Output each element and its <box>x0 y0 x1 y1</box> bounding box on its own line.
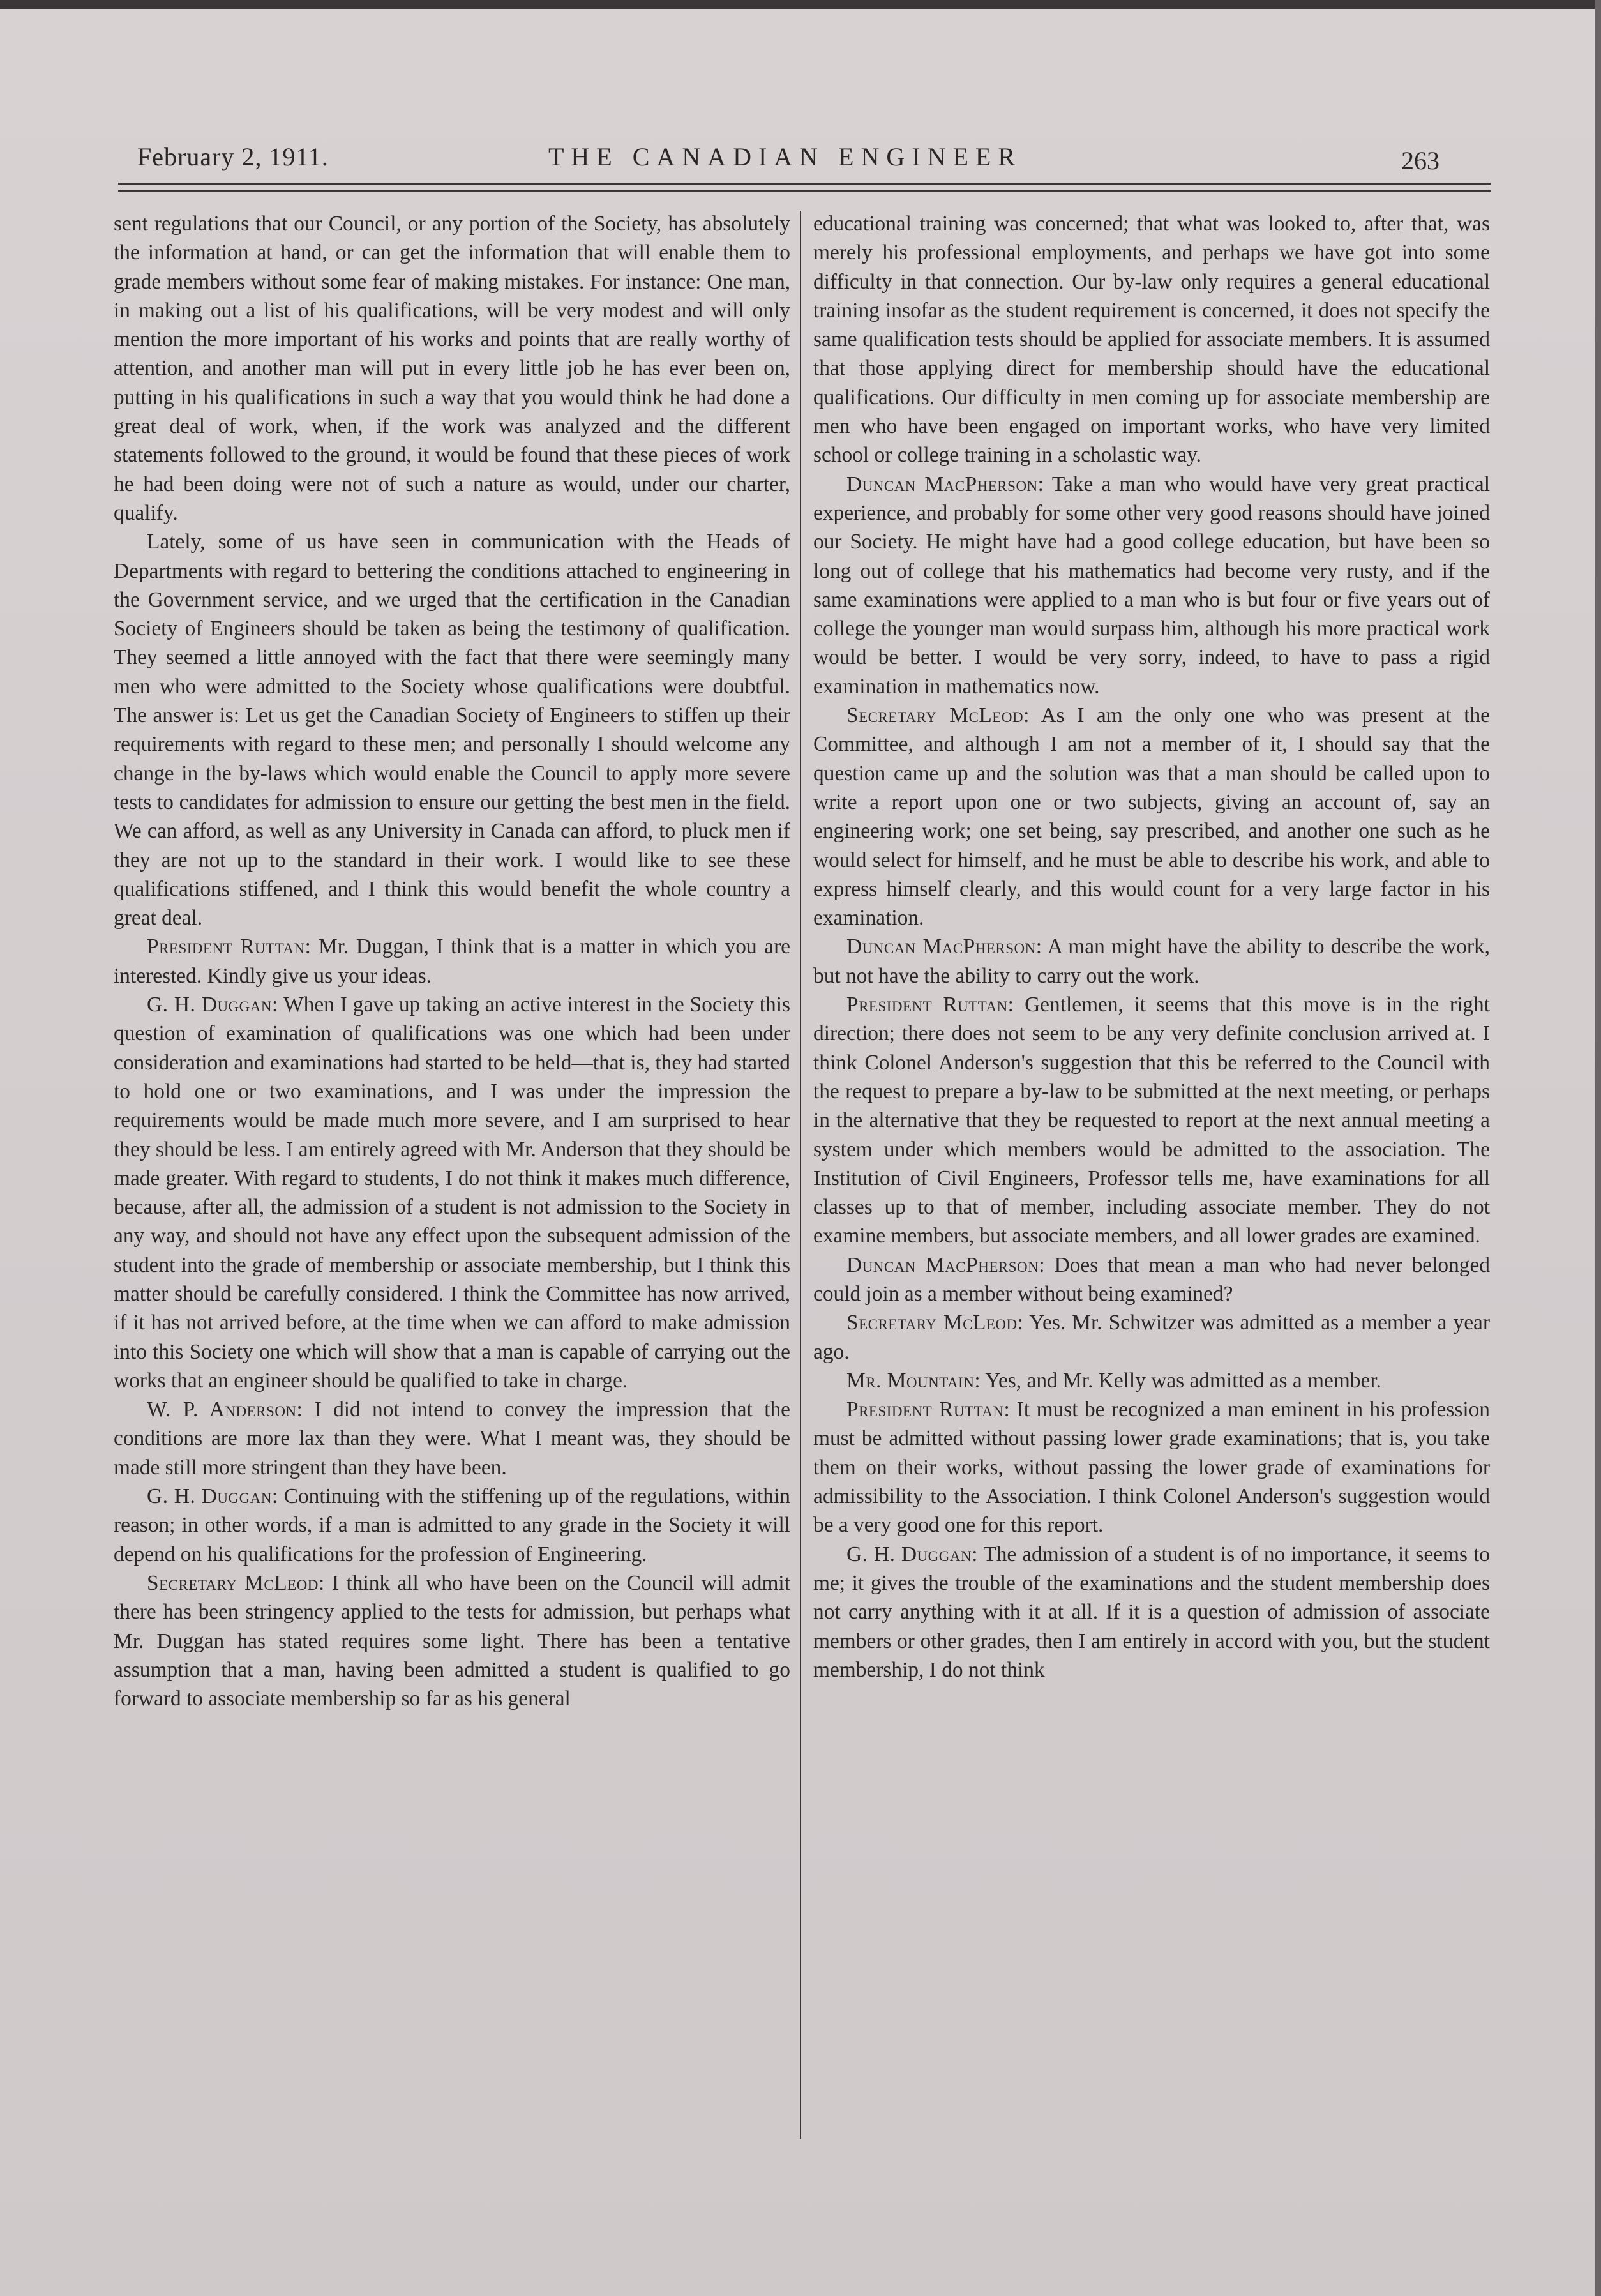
speaker-name: President Ruttan: <box>147 935 312 959</box>
speaker-name: President Ruttan: <box>846 993 1014 1017</box>
scan-top-edge <box>0 0 1601 9</box>
paragraph-text: It must be recognized a man eminent in his profession must be admitted without passing lower grade examinations; that is, you take them on their works, without passing the lower grade of examinations for admissibility to the Association. I think Colonel Anderson's suggestion would be a very good one for this report. <box>813 1398 1490 1537</box>
paragraph-text: Continuing with the stiffening up of the regulations, within reason; in other words, if a man is admitted to any grade in the Society it will depend on his qualifications for the profession of Engineering. <box>114 1484 790 1566</box>
paragraph <box>114 1482 790 1569</box>
page-number: 263 <box>1401 146 1439 175</box>
paragraph <box>813 1366 1490 1395</box>
speaker-name: Secretary McLeod: <box>846 704 1030 728</box>
paragraph <box>813 1251 1490 1309</box>
journal-title: THE CANADIAN ENGINEER <box>548 142 1023 171</box>
running-header <box>118 142 1452 180</box>
scan-right-edge <box>1595 0 1601 2296</box>
left-column <box>114 209 790 1713</box>
header-rule-top <box>118 183 1491 185</box>
paragraph-text: I think all who have been on the Council will admit there has been stringency applied to the tests for admission, but perhaps what Mr. Duggan has stated requires some light. There has been a tentative assumption that a man, having been admitted a student is qualified to go forward to associate membership so far as his general <box>114 1571 790 1711</box>
speaker-name: President Ruttan: <box>846 1398 1011 1422</box>
paragraph <box>114 990 790 1395</box>
issue-date: February 2, 1911. <box>137 142 329 171</box>
speaker-name: G. H. Duggan: <box>147 993 278 1017</box>
paragraph <box>813 1395 1490 1539</box>
speaker-name: Duncan MacPherson: <box>846 472 1044 496</box>
paragraph-text: A man might have the ability to describe the work, but not have the ability to carry out the work. <box>813 935 1490 988</box>
speaker-name: W. P. Anderson: <box>147 1398 303 1422</box>
paragraph <box>813 990 1490 1251</box>
speaker-name: Mr. Mountain: <box>846 1368 981 1393</box>
paragraph <box>813 209 1490 470</box>
speaker-name: Duncan MacPherson: <box>846 1253 1045 1277</box>
paragraph <box>813 701 1490 932</box>
paragraph-text: sent regulations that our Council, or any portion of the Society, has absolutely the information at hand, or can get the information that will enable them to grade members without some fear of making mistakes. For instance: One man, in making out a list of his qualifications, will be very modest and will only mention the more important of his works and points that are really worthy of attention, and another man will put in every little job he has ever been on, putting in his qualifications in such a way that you would think he had done a great deal of work, when, if the work was analyzed and the different statements followed to the ground, it would be found that these pieces of work he had been doing were not of such a nature as would, under our charter, qualify. <box>114 212 790 525</box>
paragraph-text: Does that mean a man who had never belonged could join as a member without being examined? <box>813 1253 1490 1306</box>
paragraph <box>114 209 790 527</box>
paragraph <box>813 470 1490 701</box>
speaker-name: G. H. Duggan: <box>846 1542 978 1566</box>
column-divider <box>800 211 801 2139</box>
paragraph <box>114 527 790 932</box>
speaker-name: Duncan MacPherson: <box>846 935 1042 959</box>
paragraph-text: Gentlemen, it seems that this move is in the right direction; there does not seem to be any very definite conclusion arrived at. I think Colonel Anderson's suggestion that this be referred to the Council with the request to prepare a by-law to be submitted at the next meeting, or perhaps in the alternative that they be requested to report at the next annual meeting a system under which members would be admitted to the association. The Institution of Civil Engineers, Professor tells me, have examinations for all classes up to that of member, including associate member. They do not examine members, but associate members, and all lower grades are examined. <box>813 993 1490 1248</box>
paragraph-text: Yes, and Mr. Kelly was admitted as a member. <box>985 1368 1381 1393</box>
speaker-name: G. H. Duggan: <box>147 1484 278 1509</box>
paragraph <box>114 932 790 990</box>
paragraph-text: The admission of a student is of no importance, it seems to me; it gives the trouble of the examinations and the student membership does not carry anything with it at all. If it is a question of admission of associate members or other grades, then I am entirely in accord with you, but the student membership, I do not think <box>813 1542 1490 1682</box>
paragraph-text: Yes. Mr. Schwitzer was admitted as a member a year ago. <box>813 1311 1490 1364</box>
paragraph <box>813 1540 1490 1684</box>
header-rule-bottom <box>118 190 1491 192</box>
paragraph-text: Take a man who would have very great practical experience, and probably for some other very good reasons should have joined our Society. He might have had a good college education, but have been so long out of college that his mathematics had become very rusty, and if the same examinations were applied to a man who is but four or five years out of college the younger man would surpass him, although his more practical work would be better. I would be very sorry, indeed, to have to pass a rigid examination in mathematics now. <box>813 472 1490 699</box>
paragraph-text: educational training was concerned; that what was looked to, after that, was merely his professional employments, and perhaps we have got into some difficulty in that connection. Our by-law only requires a general educational training insofar as the student requirement is concerned, it does not specify the same qualification tests should be applied for associate members. It is assumed that those applying direct for membership should have the educational qualifications. Our difficulty in men coming up for associate membership are men who have been engaged on important works, who have very limited school or college training in a scholastic way. <box>813 212 1490 467</box>
paragraph-text: Mr. Duggan, I think that is a matter in which you are interested. Kindly give us your ideas. <box>114 935 791 988</box>
speaker-name: Secretary McLeod: <box>846 1311 1024 1335</box>
right-column <box>813 209 1490 1684</box>
paragraph-text: I did not intend to convey the impression that the conditions are more lax than they were. What I meant was, they should be made still more stringent than they have been. <box>114 1398 790 1479</box>
speaker-name: Secretary McLeod: <box>147 1571 325 1595</box>
paragraph <box>813 932 1490 990</box>
paragraph <box>114 1395 790 1482</box>
paragraph <box>813 1308 1490 1366</box>
paragraph-text: As I am the only one who was present at the Committee, and although I am not a member of it, I should say that the question came up and the solution was that a man should be called upon to write a report upon one or two subjects, giving an account of, say an engineering work; one set being, say prescribed, and another one such as he would select for himself, and he must be able to describe his work, and able to express himself clearly, and this would count for a very large factor in his examination. <box>813 704 1491 930</box>
paragraph-text: When I gave up taking an active interest in the Society this question of examination of qualifications was one which had been under consideration and examinations had started to be held—that is, they had started to hold one or two examinations, and I was under the impression the requirements would be made much more severe, and I am surprised to hear they should be less. I am entirely agreed with Mr. Anderson that they should be made greater. With regard to students, I do not think it makes much difference, because, after all, the admission of a student is not admission to the Society in any way, and should not have any effect upon the subsequent admission of the student into the grade of membership or associate membership, but I think this matter should be carefully considered. I think the Committee has now arrived, if it has not arrived before, at the time when we can afford to make admission into this Society one which will show that a man is capable of carrying out the works that an engineer should be qualified to take in charge. <box>114 993 790 1393</box>
paragraph <box>114 1569 790 1713</box>
paragraph-text: Lately, some of us have seen in communication with the Heads of Departments with regard to bettering the conditions attached to engineering in the Government service, and we urged that the certification in the Canadian Society of Engineers should be taken as being the testimony of qualification. They seemed a little annoyed with the fact that there were seemingly many men who were admitted to the Society whose qualifications were doubtful. The answer is: Let us get the Canadian Society of Engineers to stiffen up their requirements with regard to these men; and personally I should welcome any change in the by-laws which would enable the Council to apply more severe tests to candidates for admission to ensure our getting the best men in the field. We can afford, as well as any University in Canada can afford, to pluck men if they are not up to the standard in their work. I would like to see these qualifications stiffened, and I think this would benefit the whole country a great deal. <box>114 530 790 930</box>
